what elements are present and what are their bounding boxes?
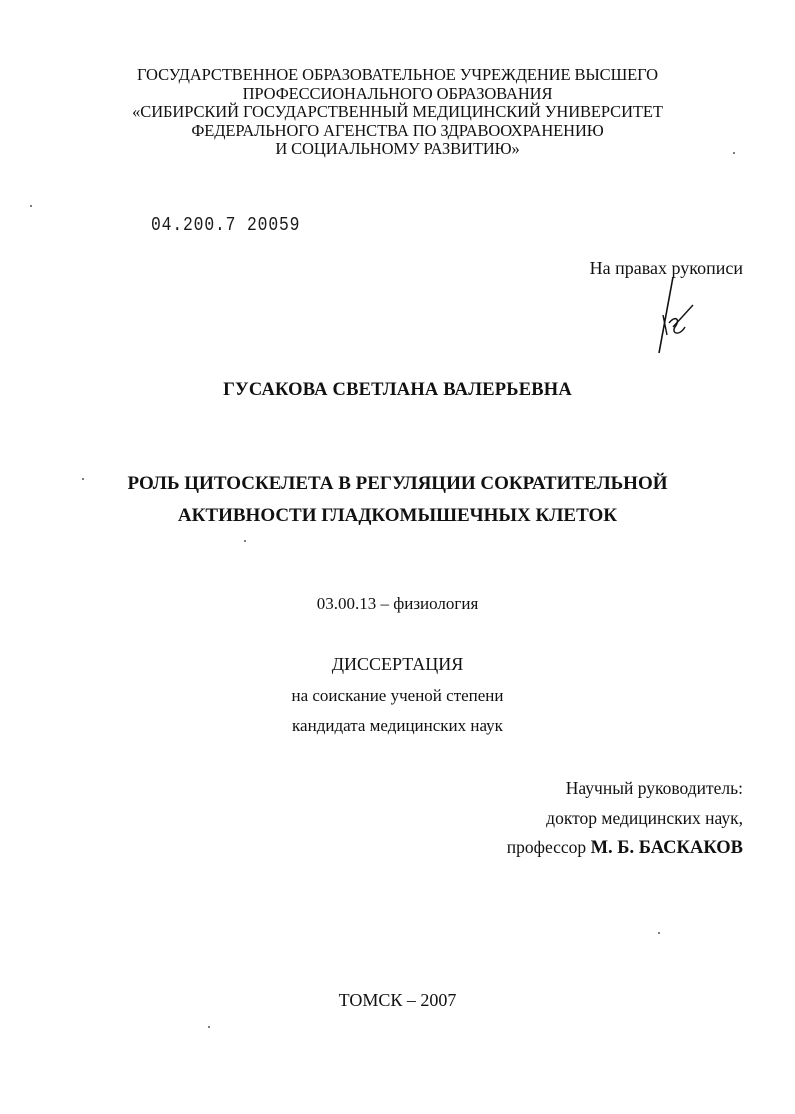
supervisor-name-line bbox=[507, 837, 743, 859]
scan-speck bbox=[30, 205, 32, 207]
scan-speck bbox=[658, 932, 660, 934]
institution-header bbox=[0, 66, 795, 159]
registration-stamp: 04.200.7 20059 bbox=[151, 214, 301, 236]
title-line: АКТИВНОСТИ ГЛАДКОМЫШЕЧНЫХ КЛЕТОК bbox=[177, 505, 618, 526]
institution-line: ФЕДЕРАЛЬНОГО АГЕНСТВА ПО ЗДРАВООХРАНЕНИЮ bbox=[191, 120, 604, 140]
title-line: РОЛЬ ЦИТОСКЕЛЕТА В РЕГУЛЯЦИИ СОКРАТИТЕЛЬНОЙ bbox=[127, 473, 668, 494]
manuscript-rights-note: На правах рукописи bbox=[589, 258, 743, 278]
degree-line: кандидата медицинских наук bbox=[292, 716, 503, 735]
scan-speck bbox=[208, 1026, 210, 1028]
signature-icon bbox=[645, 275, 715, 360]
scan-speck bbox=[82, 478, 84, 480]
supervisor-degree: доктор медицинских наук, bbox=[546, 808, 743, 828]
institution-line: И СОЦИАЛЬНОМУ РАЗВИТИЮ» bbox=[275, 139, 520, 158]
author-name: ГУСАКОВА СВЕТЛАНА ВАЛЕРЬЕВНА bbox=[223, 380, 572, 400]
specialty-code: 03.00.13 – физиология bbox=[316, 594, 479, 613]
institution-line: ПРОФЕССИОНАЛЬНОГО ОБРАЗОВАНИЯ bbox=[242, 83, 553, 103]
institution-line: ГОСУДАРСТВЕННОЕ ОБРАЗОВАТЕЛЬНОЕ УЧРЕЖДЕНИЕ ВЫСШЕГО bbox=[137, 65, 658, 84]
supervisor-label: Научный руководитель: bbox=[565, 778, 743, 798]
supervisor-rank: профессор bbox=[506, 837, 587, 857]
institution-line: «СИБИРСКИЙ ГОСУДАРСТВЕННЫЙ МЕДИЦИНСКИЙ УНИВЕРСИТЕТ bbox=[132, 102, 663, 121]
work-type: ДИССЕРТАЦИЯ bbox=[331, 654, 464, 674]
scan-speck bbox=[733, 152, 735, 154]
city-year: ТОМСК – 2007 bbox=[338, 990, 457, 1010]
supervisor-name: М. Б. БАСКАКОВ bbox=[590, 838, 743, 858]
scan-speck bbox=[244, 540, 246, 542]
degree-line: на соискание ученой степени bbox=[291, 686, 504, 705]
dissertation-title bbox=[0, 468, 795, 532]
